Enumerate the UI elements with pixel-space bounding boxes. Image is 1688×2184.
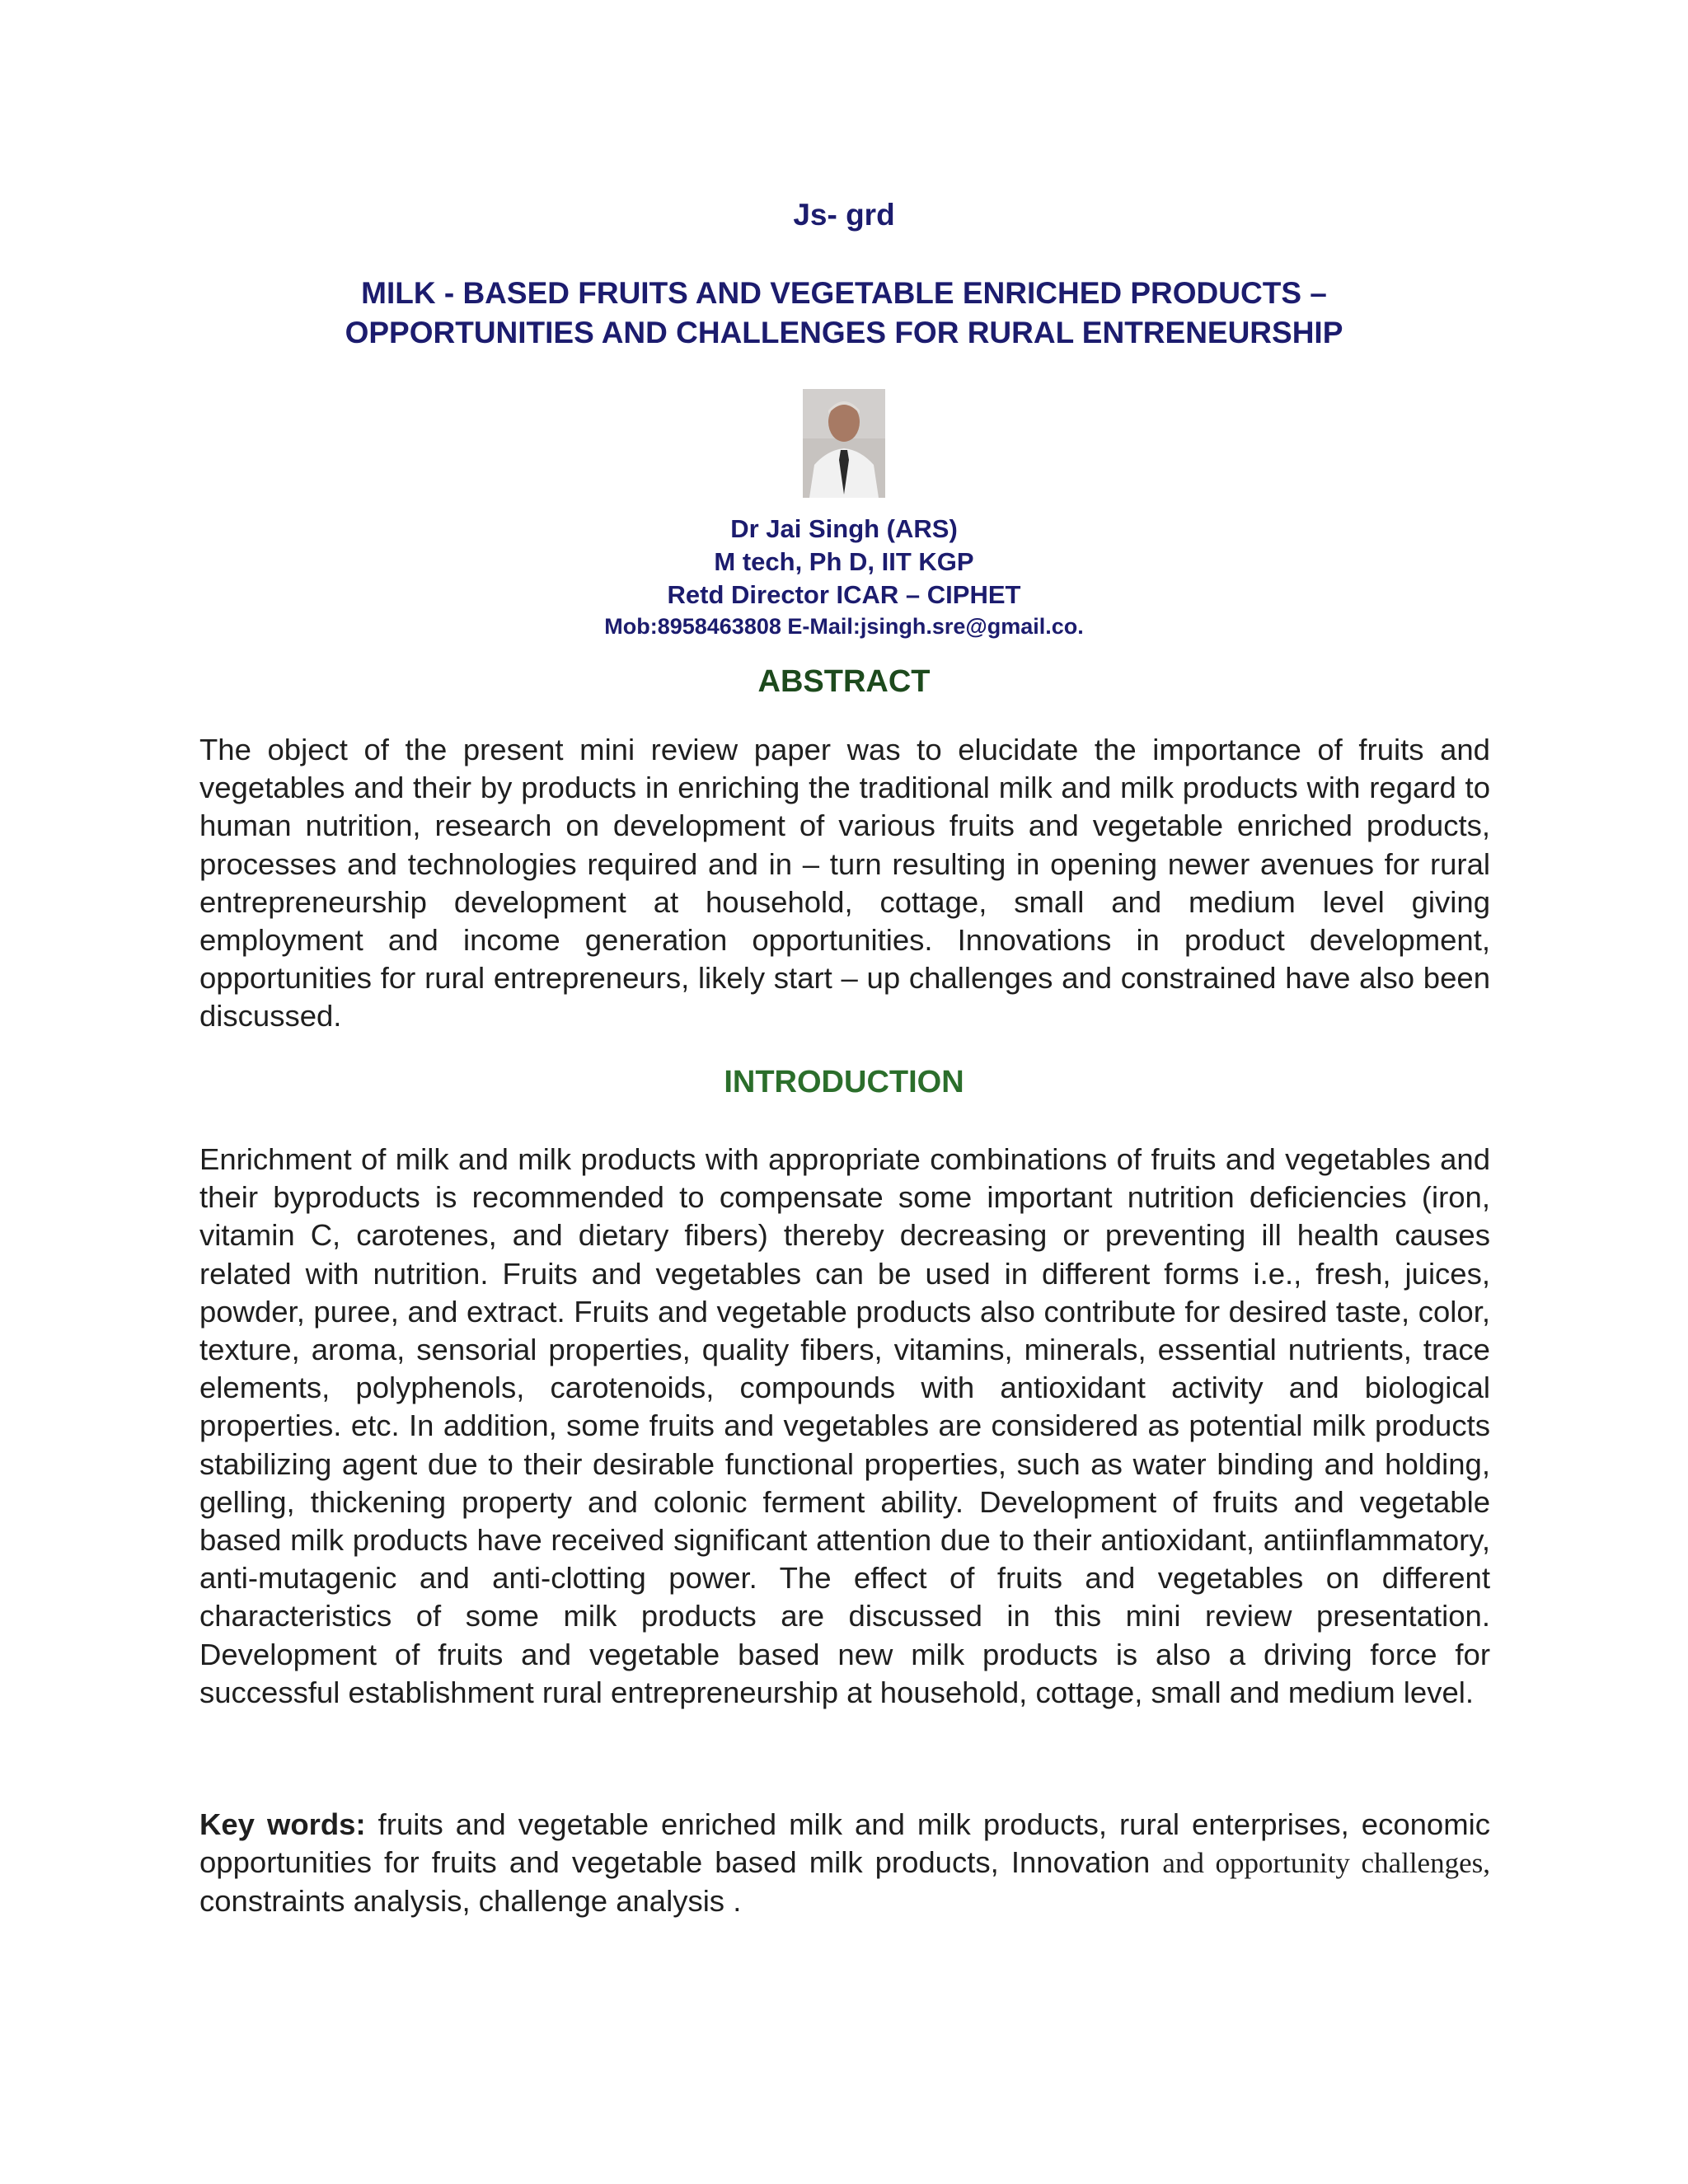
paper-title-line-1: MILK - BASED FRUITS AND VEGETABLE ENRICHED PRODUCTS – bbox=[361, 276, 1327, 310]
paper-title bbox=[0, 274, 1688, 353]
keywords-text-serif: and opportunity challenges, bbox=[1162, 1847, 1490, 1880]
paper-title-line-2: OPPORTUNITIES AND CHALLENGES FOR RURAL ENTRENEURSHIP bbox=[345, 316, 1343, 349]
keywords-label: Key words: bbox=[199, 1807, 366, 1841]
introduction-text: Enrichment of milk and milk products with appropriate combinations of fruits and vegetables and their byproducts is recommended to compensate some important nutrition deficiencies (iron, vitamin C, carotenes, and dietary fibers) thereby decreasing or preventing ill health causes related with nutrition. Fruits and vegetables can be used in different forms i.e., fresh, juices, powder, puree, and extract. Fruits and vegetable products also contribute for desired taste, color, texture, aroma, sensorial properties, quality fibers, vitamins, minerals, essential nutrients, trace elements, polyphenols, carotenoids, compounds with antioxidant activity and biological properties. etc. In addition, some fruits and vegetables are considered as potential milk products stabilizing agent due to their desirable functional properties, such as water binding and holding, gelling, thickening property and colonic ferment ability. Development of fruits and vegetable based milk products have received significant attention due to their antioxidant, antiinflammatory, anti-mutagenic and anti-clotting power. The effect of fruits and vegetables on different characteristics of some milk products are discussed in this mini review presentation. Development of fruits and vegetable based new milk products is also a driving force for successful establishment rural entrepreneurship at household, cottage, small and medium level. bbox=[199, 1142, 1490, 1709]
abstract-heading: ABSTRACT bbox=[757, 664, 931, 699]
author-photo bbox=[803, 389, 885, 498]
introduction-heading: INTRODUCTION bbox=[724, 1065, 964, 1099]
author-name: Dr Jai Singh (ARS) bbox=[730, 514, 958, 543]
author-degree: M tech, Ph D, IIT KGP bbox=[714, 547, 974, 576]
document-code: Js- grd bbox=[793, 198, 895, 232]
author-contact: Mob:8958463808 E-Mail:jsingh.sre@gmail.co. bbox=[604, 614, 1084, 639]
keywords-text-part-1: fruits and vegetable enriched milk and milk products, rural enterprises, economic opportunities for fruits and vegetable based milk products, Innovation bbox=[199, 1807, 1490, 1880]
keywords-text-part-2: constraints analysis, challenge analysis . bbox=[199, 1884, 742, 1919]
author-portrait-image bbox=[803, 389, 885, 498]
keywords-paragraph bbox=[199, 1806, 1490, 1921]
abstract-text: The object of the present mini review paper was to elucidate the importance of fruits and vegetables and their by products in enriching the traditional milk and milk products with regard to human nutrition, research on development of various fruits and vegetable enriched products, processes and technologies required and in – turn resulting in opening newer avenues for rural entrepreneurship development at household, cottage, small and medium level giving employment and income generation opportunities. Innovations in product development, opportunities for rural entrepreneurs, likely start – up challenges and constrained have also been discussed. bbox=[199, 733, 1490, 1033]
author-block bbox=[0, 513, 1688, 641]
author-position: Retd Director ICAR – CIPHET bbox=[667, 580, 1021, 609]
